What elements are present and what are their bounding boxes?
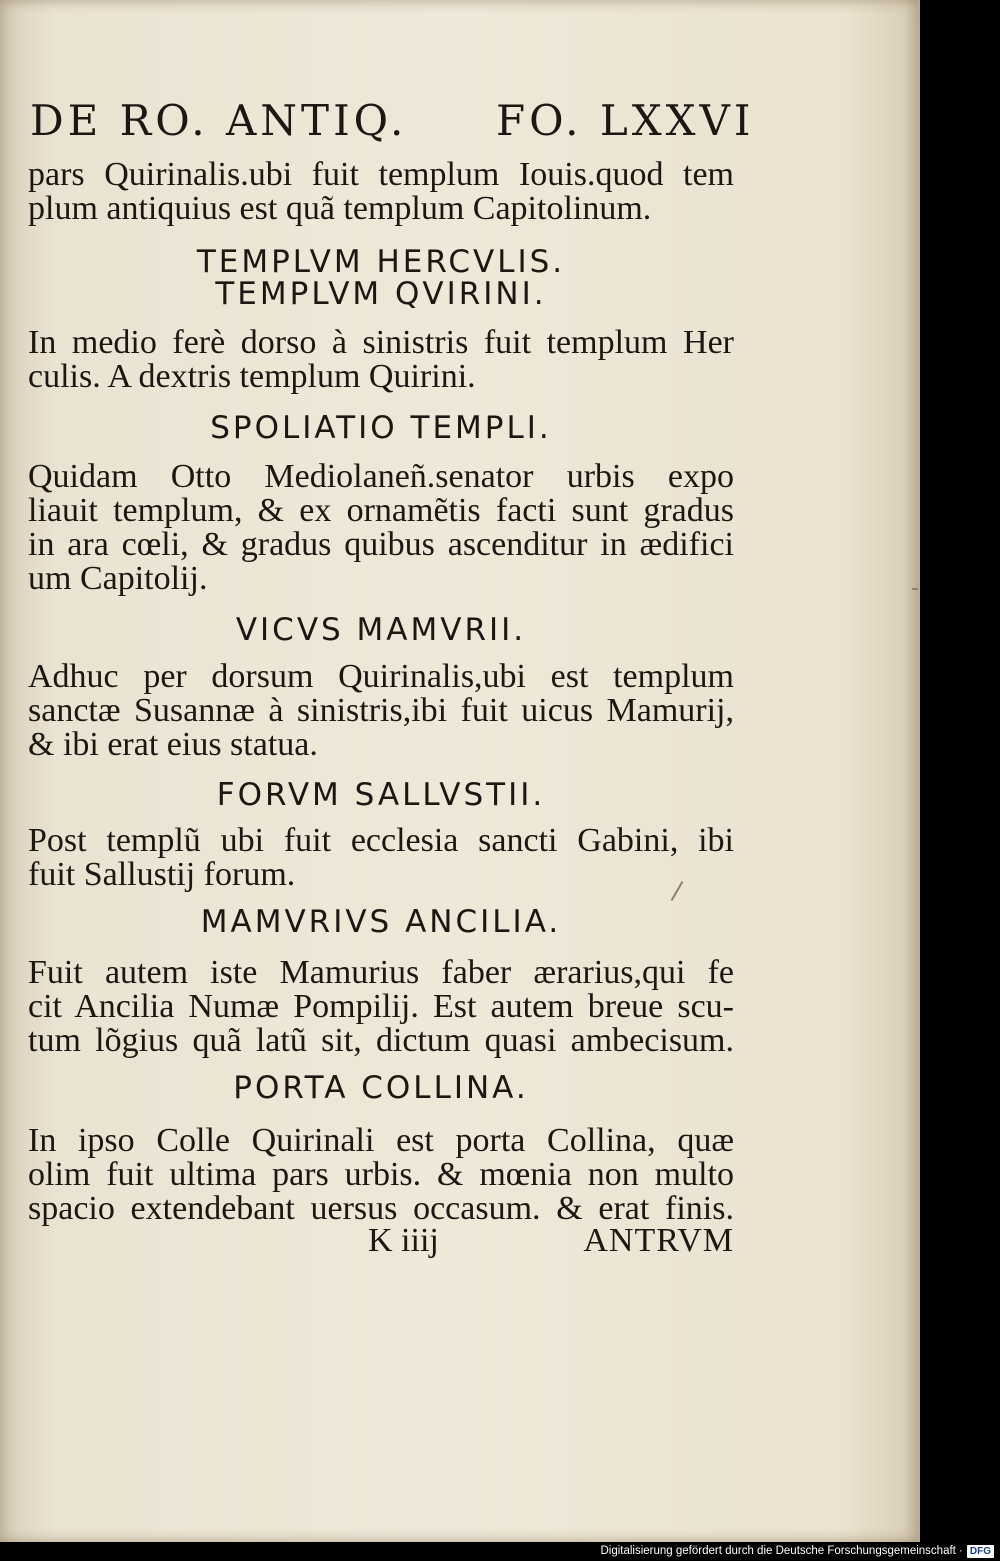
text-line: in ara cœli, & gradus quibus ascenditur in ædifici bbox=[28, 526, 734, 563]
text-line: In medio ferè dorso à sinistris fuit templum Her bbox=[28, 324, 734, 361]
text-line: culis. A dextris templum Quirini. bbox=[28, 358, 476, 395]
text-line: & ibi erat eius statua. bbox=[28, 726, 318, 763]
digitization-credit bbox=[600, 1543, 994, 1559]
page-footer bbox=[28, 1222, 734, 1262]
catchword: ANTRVM bbox=[583, 1222, 734, 1259]
section-heading: VICVS MAMVRII. bbox=[235, 612, 527, 648]
text-line: pars Quirinalis.ubi fuit templum Iouis.quod tem bbox=[28, 156, 734, 193]
text-line: sanctæ Susannæ à sinistris,ibi fuit uicus Mamurij, bbox=[28, 692, 734, 729]
paragraph-4 bbox=[28, 660, 734, 762]
text-line: um Capitolij. bbox=[28, 560, 208, 597]
section-heading: TEMPLVM HERCVLIS. bbox=[196, 244, 566, 280]
paragraph-2 bbox=[28, 326, 734, 394]
text-line: Post templũ ubi fuit ecclesia sancti Gabini, ibi bbox=[28, 822, 734, 859]
text-line: cit Ancilia Numæ Pompilij. Est autem breue scu- bbox=[28, 988, 734, 1025]
text-line: Adhuc per dorsum Quirinalis,ubi est templum bbox=[28, 658, 734, 695]
section-heading: MAMVRIVS ANCILIA. bbox=[200, 904, 562, 940]
section-heading: TEMPLVM QVIRINI. bbox=[215, 276, 547, 312]
folio-number: FO. LXXVI bbox=[496, 96, 755, 145]
section-heading: SPOLIATIO TEMPLI. bbox=[210, 410, 552, 446]
credit-text: Digitalisierung gefördert durch die Deutsche Forschungsgemeinschaft · bbox=[600, 1545, 963, 1557]
section-heading: FORVM SALLVSTII. bbox=[216, 777, 546, 813]
text-line: liauit templum, & ex ornamẽtis facti sunt gradus bbox=[28, 492, 734, 529]
text-line: spacio extendebant uersus occasum. & erat finis. bbox=[28, 1190, 734, 1227]
text-line: tum lõgius quã latũ sit, dictum quasi ambecisum. bbox=[28, 1022, 734, 1059]
signature-mark: K iiij bbox=[368, 1222, 439, 1259]
paragraph-5 bbox=[28, 824, 734, 892]
paragraph-3 bbox=[28, 460, 734, 596]
text-line: Quidam Otto Mediolaneñ.senator urbis expo bbox=[28, 458, 734, 495]
running-title: DE RO. ANTIQ. bbox=[30, 96, 408, 145]
edge-mark bbox=[912, 588, 918, 590]
paragraph-6 bbox=[28, 956, 734, 1058]
dfg-logo-icon: DFG bbox=[967, 1545, 994, 1558]
text-line: plum antiquius est quã templum Capitolinum. bbox=[28, 190, 652, 227]
text-line: Fuit autem iste Mamurius faber ærarius,qui fe bbox=[28, 954, 734, 991]
text-line: olim fuit ultima pars urbis. & mœnia non multo bbox=[28, 1156, 734, 1193]
paragraph-7 bbox=[28, 1124, 734, 1226]
text-line: fuit Sallustij forum. bbox=[28, 856, 296, 893]
section-heading: PORTA COLLINA. bbox=[233, 1070, 529, 1106]
text-line: In ipso Colle Quirinali est porta Collina, quæ bbox=[28, 1122, 734, 1159]
paragraph-1 bbox=[28, 158, 734, 226]
